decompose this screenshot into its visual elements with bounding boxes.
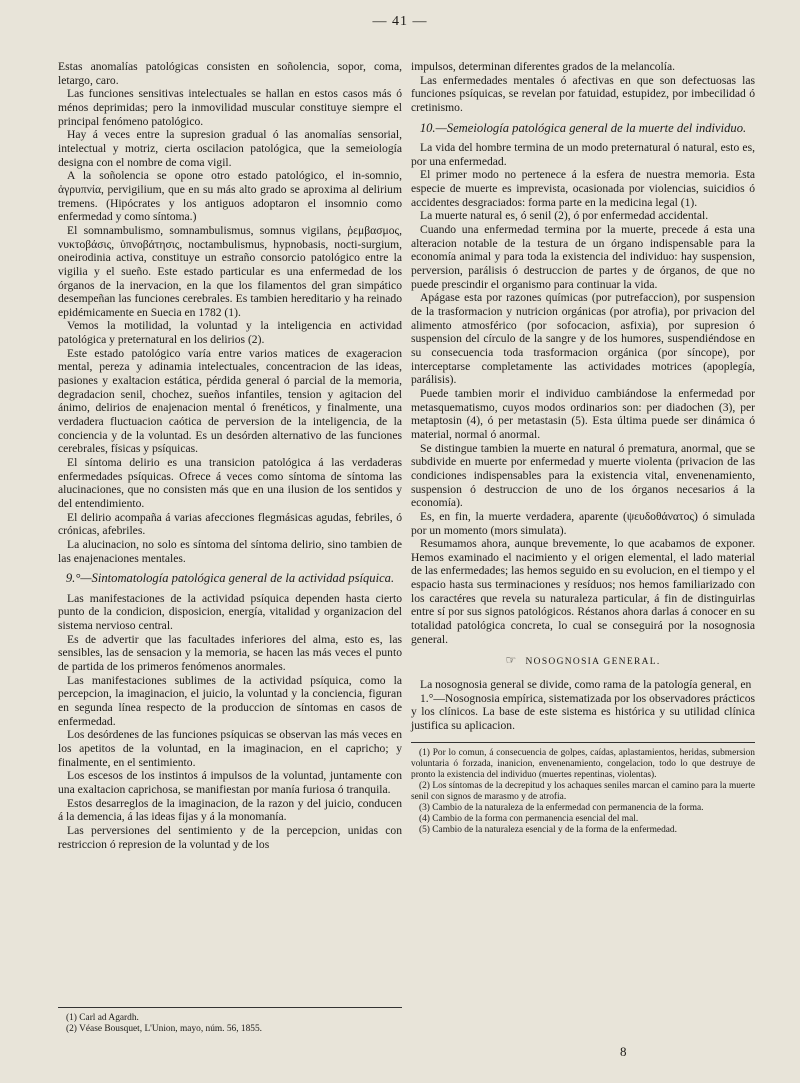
paragraph: Resumamos ahora, aunque brevemente, lo que acabamos de exponer. Hemos examinado el nacimiento y el origen elemental, el lado material de las enfermedades; las hemos seguido en su evolucion, en el tiempo y el espacio hasta sus terminaciones y resíduos; nos hemos familiarizado con los caractéres que revela su naturaleza particular, á fin de distinguirlas entre sí por sus signos patológicos. Réstanos ahora darlas á conocer en su totalidad patológica concreta, lo cual se conseguirá por la nosognosia general. xyxy=(411,537,755,646)
paragraph: Las manifestaciones de la actividad psíquica dependen hasta cierto punto de la condicion, disposicion, energía, vitalidad y organizacion del sistema nervioso central. xyxy=(58,591,402,633)
paragraph: Es, en fin, la muerte verdadera, aparente (ψευδοθάνατος) ó simulada por un momento (mors simulata). xyxy=(411,509,755,537)
footnote: (2) Los síntomas de la decrepitud y los achaques seniles marcan el camino para la muerte senil con signos de marasmo y de atrofia. xyxy=(411,780,755,802)
paragraph: La nosognosia general se divide, como rama de la patología general, en xyxy=(420,678,752,692)
sub-heading xyxy=(411,654,755,670)
paragraph: Vemos la motilidad, la voluntad y la inteligencia en actividad patológica y preternatural en los delirios (2). xyxy=(58,319,402,347)
paragraph: Estas anomalías patológicas consisten en soñolencia, sopor, coma, letargo, caro. xyxy=(58,60,402,87)
paragraph: El delirio acompaña á varias afecciones flegmásicas agudas, febriles, ó crónicas, afebriles. xyxy=(58,510,402,538)
footnote: (2) Véase Bousquet, L'Union, mayo, núm. 56, 1855. xyxy=(66,1024,263,1034)
sub-heading-text: NOSOGNOSIA GENERAL. xyxy=(525,657,661,668)
paragraph: Los desórdenes de las funciones psíquicas se observan las más veces en los apetitos de la voluntad, en la imaginacion, en el capricho; y finalmente, en el sentimiento. xyxy=(58,728,402,769)
section-heading: 10.—Semeiología patológica general de la muerte del individuo. xyxy=(419,120,747,135)
paragraph: El síntoma delirio es una transicion patológica á las verdaderas enfermedades psíquicas. Ofrece á veces como síntoma de síntoma las alucinaciones, que no consisten más que en una ilusion de los sentidos y del entendimiento. xyxy=(58,456,402,510)
paragraph: Las manifestaciones sublimes de la actividad psíquica, como la percepcion, la imaginacion, el juicio, la voluntad y la conciencia, figuran en segunda línea respecto de la produccion de síntomas en casos de enfermedad. xyxy=(58,673,402,728)
paragraph: Estos desarreglos de la imaginacion, de la razon y del juicio, conducen á la demencia, á las ideas fijas y á la monomanía. xyxy=(58,796,402,824)
footnotes xyxy=(58,1007,402,1035)
paragraph: Apágase esta por razones químicas (por putrefaccion), por suspension de la trasformacion y nutricion orgánicas (por atrofia), por privacion del alimento atmosférico (por sofocacion, asfixia), por supresion ó suspension del círculo de la sangre y de los humores, suspendiéndose en su consecuencia toda trasformacion orgánica (por síncope), por interceptarse completamente las actividades motrices (apoplegía, parálisis). xyxy=(411,291,755,387)
footnote: (5) Cambio de la naturaleza esencial y de la forma de la enfermedad. xyxy=(419,824,677,835)
paragraph: Este estado patológico varía entre varios matices de exageracion mental, pereza y adinamia intelectuales, concentracion de las ideas, pasiones y exaltacion estática, pérdida general ó parcial de la memoria, degradacion senil, chochez, sueños infantiles, tension y agitacion del ánimo, delirios de enajenacion mental ó frenéticos, y finalmente, una verdadera fluctuacion caótica de perversion de la inteligencia, de la conciencia y de la voluntad. Es un desórden alternativo de las funciones cerebrales, físicas y psíquicas. xyxy=(58,346,402,456)
paragraph: Puede tambien morir el individuo cambiándose la enfermedad por metasquematismo, cuyos modos ordinarios son: per diadochen (3), per metaptosin (4), ó per metastasin (5). Esta última puede ser dinámica ó material, normal ó anormal. xyxy=(411,386,755,441)
paragraph: Los escesos de los instintos á impulsos de la voluntad, juntamente con una exaltacion caprichosa, se manifiestan por manía furiosa ó tranquila. xyxy=(58,769,402,796)
paragraph: Las enfermedades mentales ó afectivas en que son defectuosas las funciones psíquicas, se revelan por fatuidad, estupidez, por imbecilidad ó cretinismo. xyxy=(411,73,755,114)
signature-mark: 8 xyxy=(620,1044,627,1059)
footnotes xyxy=(411,742,755,836)
right-column xyxy=(411,60,755,1065)
paragraph: Las funciones sensitivas intelectuales se hallan en estos casos más ó ménos deprimidas; pero la inmovilidad muscular constituye siempre el principal fenómeno patológico. xyxy=(58,87,402,128)
paragraph: Es de advertir que las facultades inferiores del alma, esto es, las sensibles, las de sensacion y la memoria, se hacen las más veces el punto de partida de los primeros fenómenos anormales. xyxy=(58,632,402,674)
paragraph: La vida del hombre termina de un modo preternatural ó natural, esto es, por una enfermedad. xyxy=(411,141,755,168)
paragraph: El primer modo no pertenece á la esfera de nuestra memoria. Esta especie de muerte es imprevista, ocasionada por violencias, suicidios ó accidentes desgraciados: forma parte en la medicina legal (1). xyxy=(411,168,755,209)
left-column xyxy=(58,60,402,1035)
footnote: (1) Carl ad Agardh. xyxy=(66,1013,139,1023)
paragraph: 1.°—Nosognosia empírica, sistematizada por los observadores prácticos y los clínicos. La base de este sistema es histórica y su utilidad clínica justifica su aplicacion. xyxy=(411,691,755,733)
paragraph: La muerte natural es, ó senil (2), ó por enfermedad accidental. xyxy=(420,209,709,223)
footnote: (4) Cambio de la forma con permanencia esencial del mal. xyxy=(419,813,639,824)
paragraph: Cuando una enfermedad termina por la muerte, precede á esta una alteracion notable de la testura de un órgano indispensable para la economía animal y para toda la existencia del individuo: hay suspension, perversion, parálisis ó destruccion de partes y de órganos, de que no puede prescindir el organismo para continuar la vida. xyxy=(411,223,755,291)
paragraph: impulsos, determinan diferentes grados de la melancolía. xyxy=(411,60,675,73)
paragraph: A la soñolencia se opone otro estado patológico, el in-somnio, ἀγρυπνία, pervigilium, que en su más alto grado se aproxima al delirium tremens. (Hipócrates y los antiguos adoptaron el insomnio como enfermedad y como síntoma.) xyxy=(58,169,402,224)
page-number: — 41 — xyxy=(372,14,428,29)
hand-pointer-icon: ☞ xyxy=(505,653,518,668)
paragraph: Hay á veces entre la supresion gradual ó las anomalías sensorial, intelectual y motriz, cierta oscilacion patológica, que la semeiología designa con el nombre de coma vigil. xyxy=(58,128,402,169)
paragraph: Las perversiones del sentimiento y de la percepcion, unidas con restriccion ó represion de la voluntad y de los xyxy=(58,823,402,851)
section-heading: 9.°—Sintomatología patológica general de la actividad psíquica. xyxy=(65,571,395,586)
paragraph: La alucinacion, no solo es síntoma del síntoma delirio, sino tambien de las enajenaciones mentales. xyxy=(58,537,402,565)
footnote: (1) Por lo comun, á consecuencia de golpes, caídas, aplastamientos, heridas, submersion voluntaria ó forzada, inanicion, envenenamiento, congelacion, todo lo que destruye de pronto la existencia del individuo (muertes repentinas, violentas). xyxy=(411,747,755,780)
paragraph: El somnambulismo, somnambulismus, somnus vigilans, ῥεμβασμος, νυκτοβάσις, ὑπνοβάτησις, noctambulismus, hypnobasis, nocti-surgium, oneirodinia activa, constituye un estraño consorcio patológico entre la vigilia y el sueño. Este estado particular es una enfermedad de los órganos de la inervacion, en la que los filamentos del gran simpático desempeñan las funciones cerebrales. Es tambien hereditario y ha reinado epidémicamente en Suecia en 1782 (1). xyxy=(58,223,402,319)
footnote: (3) Cambio de la naturaleza de la enfermedad con permanencia de la forma. xyxy=(419,802,704,813)
paragraph: Se distingue tambien la muerte en natural ó prematura, anormal, que se subdivide en muerte por enfermedad y muerte violenta (privacion de las condiciones indispensables para la existencia vital, envenenamiento, suspension ó destruccion de uno de los órganos necesarios á la economía). xyxy=(411,441,755,510)
